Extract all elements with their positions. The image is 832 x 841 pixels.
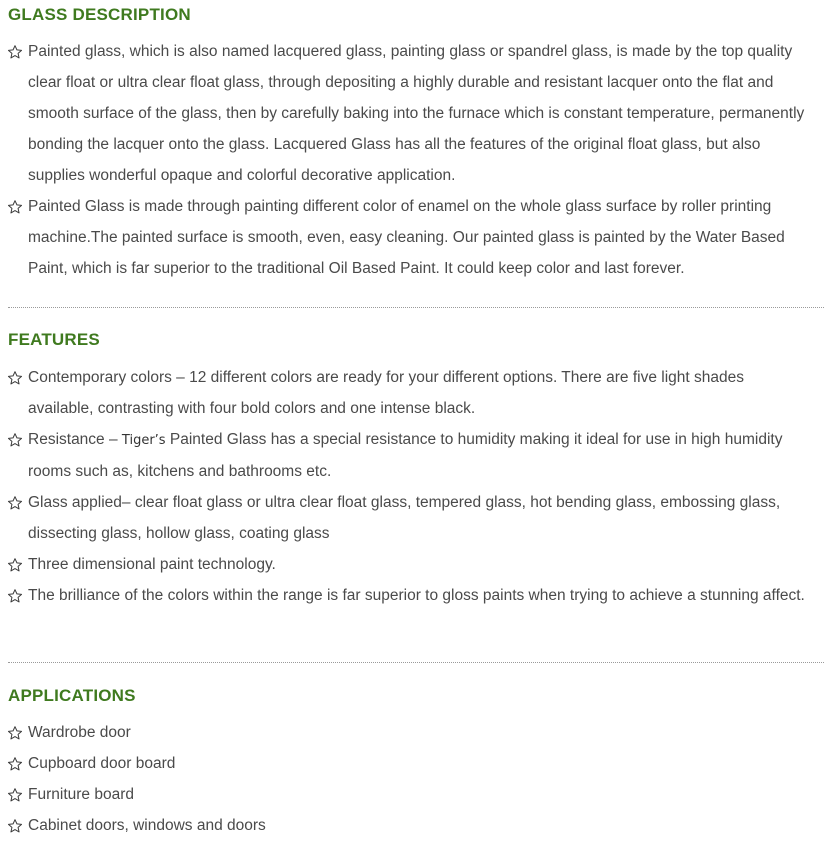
star-outline-icon [6, 779, 24, 810]
list-item [6, 36, 806, 191]
star-outline-icon [6, 191, 24, 222]
list-item-text: Cupboard door board [28, 755, 176, 772]
list-item-text: Wardrobe door [28, 724, 131, 741]
resistance-text: Painted Glass has a special resistance to humidity making it ideal for use in high humidity rooms such as, kitchens and bathrooms etc. [28, 431, 783, 480]
star-outline-icon [6, 549, 24, 580]
list-item-text: Furniture board [28, 786, 134, 803]
list-item-text: Painted glass, which is also named lacquered glass, painting glass or spandrel glass, is made by the top quality clear float or ultra clear float glass, through depositing a highly durable and resistant lacquer onto the flat and smooth surface of the glass, then by carefully baking into the furnace which is constant temperature, permanently bonding the lacquer onto the glass. Lacquered Glass has all the features of the original float glass, but also supplies wonderful opaque and colorful decorative application. [28, 43, 805, 184]
list-item [6, 549, 806, 580]
star-outline-icon [6, 424, 24, 455]
section-title-glass-description: GLASS DESCRIPTION [8, 5, 191, 24]
features-list [6, 362, 806, 611]
brand-name: Tiger’s [121, 433, 166, 448]
resistance-prefix: Resistance – [28, 431, 122, 448]
list-item-text: Painted Glass is made through painting different color of enamel on the whole glass surface by roller printing machine.The painted surface is smooth, even, easy cleaning. Our painted glass is painted by the Water Based Paint, which is far superior to the traditional Oil Based Paint. It could keep color and last forever. [28, 198, 785, 277]
star-outline-icon [6, 362, 24, 393]
list-item [6, 748, 806, 779]
list-item [6, 487, 806, 549]
list-item-text: Three dimensional paint technology. [28, 556, 276, 573]
star-outline-icon [6, 810, 24, 841]
star-outline-icon [6, 580, 24, 611]
list-item-text: Contemporary colors – 12 different colors are ready for your different options. There are five light shades available, contrasting with four bold colors and one intense black. [28, 369, 744, 417]
list-item [6, 810, 806, 841]
list-item [6, 580, 806, 611]
section-divider [8, 662, 824, 663]
section-title-applications: APPLICATIONS [8, 686, 136, 705]
list-item [6, 424, 806, 487]
star-outline-icon [6, 487, 24, 518]
list-item [6, 717, 806, 748]
glass-description-list [6, 36, 806, 284]
list-item-text: Cabinet doors, windows and doors [28, 817, 266, 834]
list-item [6, 362, 806, 424]
section-divider [8, 307, 824, 308]
list-item [6, 779, 806, 810]
star-outline-icon [6, 717, 24, 748]
star-outline-icon [6, 36, 24, 67]
section-title-features: FEATURES [8, 330, 100, 349]
list-item [6, 191, 806, 284]
applications-list [6, 717, 806, 841]
list-item-text: Glass applied– clear float glass or ultra clear float glass, tempered glass, hot bending glass, embossing glass, dissecting glass, hollow glass, coating glass [28, 494, 781, 542]
list-item-text: The brilliance of the colors within the range is far superior to gloss paints when trying to achieve a stunning affect. [28, 587, 805, 604]
star-outline-icon [6, 748, 24, 779]
